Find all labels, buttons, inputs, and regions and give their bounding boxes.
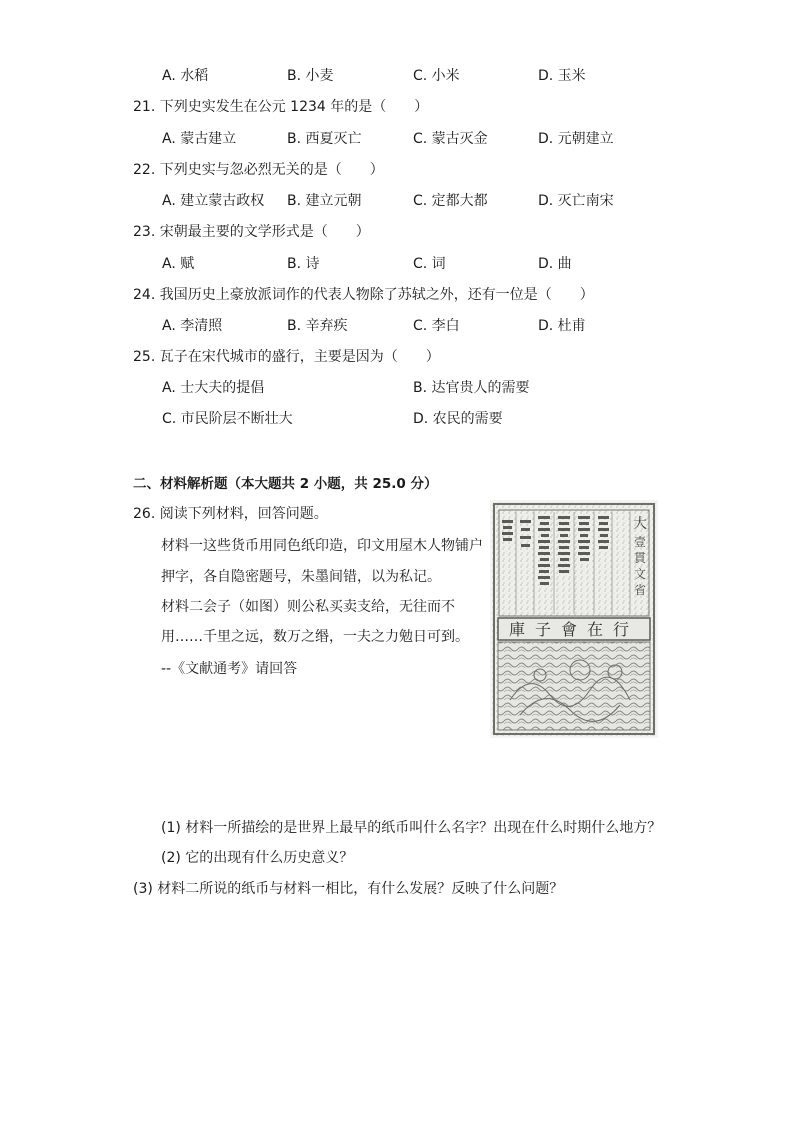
banknote-band-text: 庫子會在行 — [508, 620, 640, 639]
q26-subquestion-3: (3) 材料二所说的纸币与材料一相比，有什么发展？反映了什么问题？ — [133, 881, 564, 897]
q23-option-c: C. 词 — [413, 256, 446, 272]
q23-stem: 23. 宋朝最主要的文学形式是（ ） — [133, 224, 370, 240]
q21-stem: 21. 下列史实发生在公元 1234 年的是（ ） — [133, 99, 429, 115]
q26-subquestion-1: (1) 材料一所描绘的是世界上最早的纸币叫什么名字？出现在什么时期什么地方？ — [161, 820, 662, 836]
q20-option-b: B. 小麦 — [287, 68, 334, 84]
banknote-denomination-5: 省 — [633, 583, 647, 597]
q24-option-a: A. 李清照 — [162, 318, 223, 334]
material-line-2: 押字，各自隐密题号，朱墨间错，以为私记。 — [161, 569, 441, 585]
q25-option-c: C. 市民阶层不断壮大 — [162, 411, 293, 427]
q26-stem: 26. 阅读下列材料，回答问题。 — [133, 506, 328, 522]
banknote-denomination-2: 壹 — [633, 535, 647, 549]
q22-option-b: B. 建立元朝 — [287, 193, 362, 209]
q26-subquestion-2: (2) 它的出现有什么历史意义？ — [161, 850, 354, 866]
material-source: --《文献通考》请回答 — [161, 661, 298, 677]
banknote-denomination-4: 文 — [633, 567, 647, 581]
q21-option-a: A. 蒙古建立 — [162, 131, 237, 147]
q24-option-b: B. 辛弃疾 — [287, 318, 348, 334]
q21-option-d: D. 元朝建立 — [538, 131, 614, 147]
q25-option-d: D. 农民的需要 — [413, 411, 503, 427]
banknote-denomination-3: 貫 — [633, 551, 647, 565]
q25-stem: 25. 瓦子在宋代城市的盛行，主要是因为（ ） — [133, 349, 440, 365]
section-title: 二、材料解析题（本大题共 2 小题，共 25.0 分） — [133, 476, 438, 492]
material-line-1: 材料一这些货币用同色纸印造，印文用屋木人物铺户 — [161, 538, 483, 554]
q24-option-c: C. 李白 — [413, 318, 460, 334]
q22-option-a: A. 建立蒙古政权 — [162, 193, 265, 209]
q20-option-c: C. 小米 — [413, 68, 460, 84]
q22-option-d: D. 灭亡南宋 — [538, 193, 614, 209]
q25-option-b: B. 达官贵人的需要 — [413, 380, 530, 396]
huizi-banknote-image — [490, 500, 658, 738]
material-line-4: 用……千里之远，数万之缗，一夫之力勉日可到。 — [161, 629, 469, 645]
q22-option-c: C. 定都大都 — [413, 193, 488, 209]
q20-option-a: A. 水稻 — [162, 68, 209, 84]
q21-option-b: B. 西夏灭亡 — [287, 131, 362, 147]
q24-stem: 24. 我国历史上豪放派词作的代表人物除了苏轼之外，还有一位是（ ） — [133, 287, 594, 303]
q23-option-d: D. 曲 — [538, 256, 572, 272]
q22-stem: 22. 下列史实与忽必烈无关的是（ ） — [133, 162, 384, 178]
material-line-3: 材料二会子（如图）则公私买卖支给，无往而不 — [161, 599, 455, 615]
q20-option-d: D. 玉米 — [538, 68, 586, 84]
banknote-denomination-1: 大 — [633, 516, 647, 532]
q23-option-a: A. 赋 — [162, 256, 195, 272]
q24-option-d: D. 杜甫 — [538, 318, 586, 334]
q21-option-c: C. 蒙古灭金 — [413, 131, 488, 147]
q25-option-a: A. 士大夫的提倡 — [162, 380, 265, 396]
q23-option-b: B. 诗 — [287, 256, 320, 272]
